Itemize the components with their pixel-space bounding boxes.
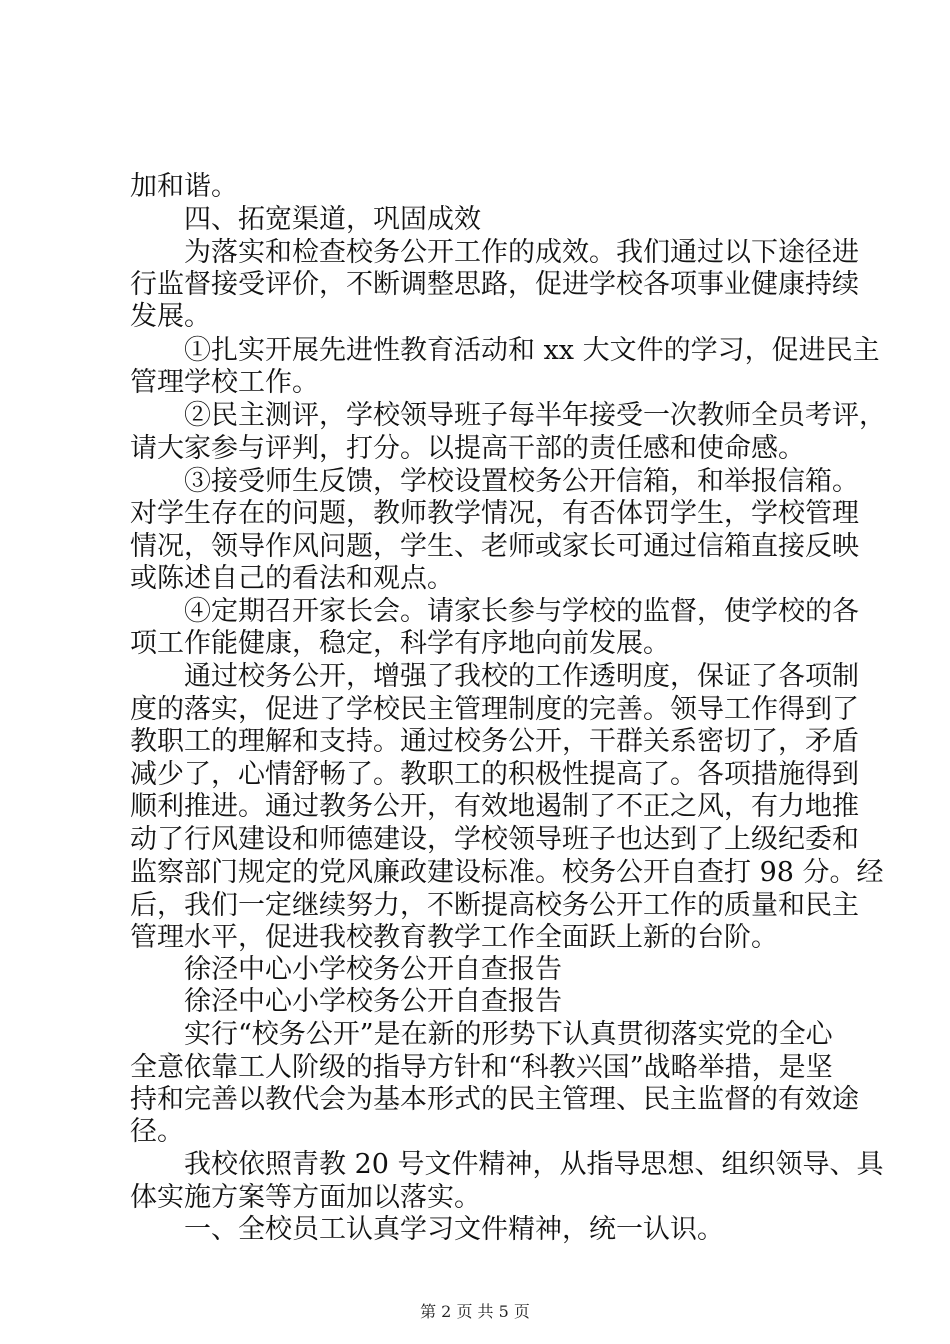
text-line: 发展。	[130, 301, 211, 332]
text-line: 监察部门规定的党风廉政建设标准。校务公开自查打 98 分。经	[130, 857, 884, 888]
text-line: 或陈述自己的看法和观点。	[130, 563, 454, 594]
text-line: 教职工的理解和支持。通过校务公开，干群关系密切了，矛盾	[130, 726, 859, 757]
text-line: 实行“校务公开”是在新的形势下认真贯彻落实党的全心	[130, 1019, 833, 1050]
text-line: 徐泾中心小学校务公开自查报告	[130, 986, 562, 1017]
text-line: 度的落实，促进了学校民主管理制度的完善。领导工作得到了	[130, 694, 859, 725]
text-line: 持和完善以教代会为基本形式的民主管理、民主监督的有效途	[130, 1084, 859, 1115]
text-line: ①扎实开展先进性教育活动和 xx 大文件的学习，促进民主	[130, 335, 880, 366]
text-line: 项工作能健康，稳定，科学有序地向前发展。	[130, 628, 670, 659]
text-line: 四、拓宽渠道，巩固成效	[130, 204, 481, 235]
text-line: 为落实和检查校务公开工作的成效。我们通过以下途径进	[130, 237, 859, 268]
text-line: 体实施方案等方面加以落实。	[130, 1182, 481, 1213]
text-line: 动了行风建设和师德建设，学校领导班子也达到了上级纪委和	[130, 824, 859, 855]
text-line: 顺利推进。通过教务公开，有效地遏制了不正之风，有力地推	[130, 791, 859, 822]
text-line: 后，我们一定继续努力，不断提高校务公开工作的质量和民主	[130, 890, 859, 921]
text-line: 减少了，心情舒畅了。教职工的积极性提高了。各项措施得到	[130, 759, 859, 790]
text-line: 管理学校工作。	[130, 367, 319, 398]
text-line: 我校依照青教 20 号文件精神，从指导思想、组织领导、具	[130, 1149, 884, 1180]
text-line: 行监督接受评价，不断调整思路，促进学校各项事业健康持续	[130, 269, 859, 300]
text-line: 对学生存在的问题，教师教学情况，有否体罚学生，学校管理	[130, 498, 859, 529]
text-line: 径。	[130, 1116, 184, 1147]
text-line: 全意依靠工人阶级的指导方针和“科教兴国”战略举措，是坚	[130, 1052, 833, 1083]
text-line: 徐泾中心小学校务公开自查报告	[130, 954, 562, 985]
text-line: 加和谐。	[130, 171, 238, 202]
text-line: ④定期召开家长会。请家长参与学校的监督，使学校的各	[130, 596, 859, 627]
text-line: ③接受师生反馈，学校设置校务公开信箱，和举报信箱。	[130, 466, 859, 497]
text-line: 管理水平，促进我校教育教学工作全面跃上新的台阶。	[130, 922, 778, 953]
text-line: 一、全校员工认真学习文件精神，统一认识。	[130, 1214, 724, 1245]
text-line: 情况，领导作风问题，学生、老师或家长可通过信箱直接反映	[130, 531, 859, 562]
text-line: 通过校务公开，增强了我校的工作透明度，保证了各项制	[130, 661, 859, 692]
text-line: 请大家参与评判，打分。以提高干部的责任感和使命感。	[130, 433, 805, 464]
text-line: ②民主测评，学校领导班子每半年接受一次教师全员考评，	[130, 400, 886, 431]
page-footer: 第 2 页 共 5 页	[420, 1302, 530, 1321]
